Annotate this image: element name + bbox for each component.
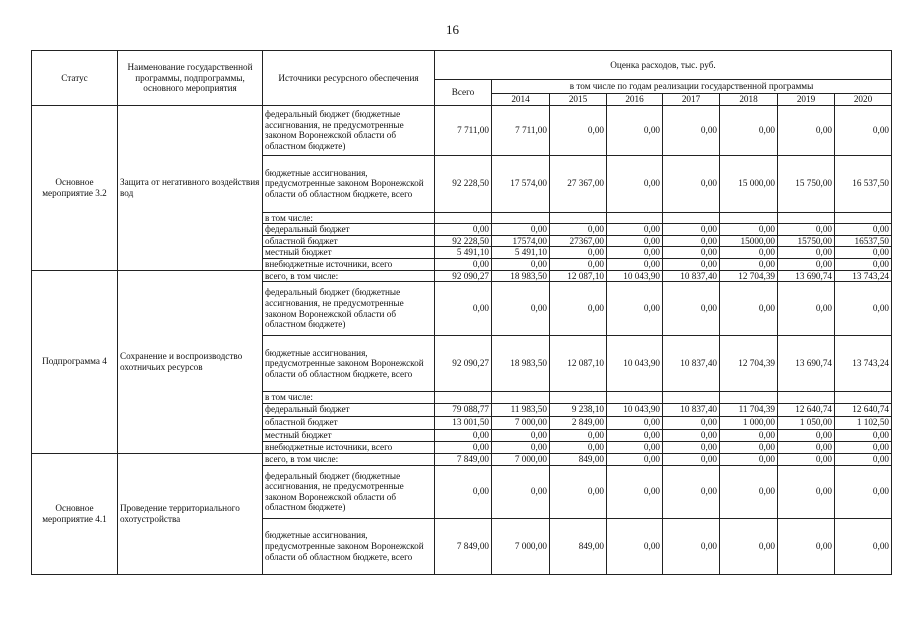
cell-year-value [835, 212, 892, 224]
cell-year-value: 10 043,90 [607, 403, 663, 416]
cell-year-value: 0,00 [607, 105, 663, 155]
row-status: Основное мероприятие 4.1 [32, 453, 118, 574]
cell-year-value: 0,00 [663, 224, 720, 236]
row-source: внебюджетные источники, всего [263, 441, 435, 453]
cell-year-value [607, 212, 663, 224]
cell-year-value: 0,00 [607, 441, 663, 453]
cell-year-value: 9 238,10 [550, 403, 607, 416]
row-program-name: Сохранение и воспроизводство охотничьих ресурсов [118, 270, 263, 453]
cell-year-value: 15 000,00 [720, 155, 778, 212]
cell-year-value: 0,00 [607, 235, 663, 247]
cell-year-value: 5 491,10 [492, 247, 550, 259]
cell-year-value: 0,00 [835, 453, 892, 465]
cell-year-value: 15750,00 [778, 235, 835, 247]
cell-year-value: 0,00 [720, 105, 778, 155]
cell-year-value: 849,00 [550, 518, 607, 574]
row-program-name: Защита от негативного воздействия вод [118, 105, 263, 270]
cell-year-value: 13 743,24 [835, 336, 892, 392]
cell-year-value: 18 983,50 [492, 336, 550, 392]
row-source: местный бюджет [263, 429, 435, 441]
header-year: 2019 [778, 94, 835, 106]
cell-year-value: 0,00 [663, 465, 720, 518]
cell-total: 0,00 [435, 441, 492, 453]
cell-year-value [492, 392, 550, 404]
cell-total: 0,00 [435, 429, 492, 441]
row-source: федеральный бюджет [263, 224, 435, 236]
cell-total: 5 491,10 [435, 247, 492, 259]
cell-year-value: 0,00 [720, 224, 778, 236]
cell-total [435, 212, 492, 224]
cell-year-value: 2 849,00 [550, 416, 607, 429]
header-name: Наименование государственной программы, подпрограммы, основного мероприятия [118, 51, 263, 106]
cell-year-value: 0,00 [778, 258, 835, 270]
cell-year-value: 0,00 [835, 258, 892, 270]
cell-year-value: 16537,50 [835, 235, 892, 247]
cell-year-value: 0,00 [663, 235, 720, 247]
row-source: всего, в том числе: [263, 270, 435, 282]
cell-year-value: 1 102,50 [835, 416, 892, 429]
cell-year-value: 0,00 [835, 441, 892, 453]
cell-year-value: 0,00 [607, 247, 663, 259]
cell-total: 7 711,00 [435, 105, 492, 155]
cell-year-value: 0,00 [663, 247, 720, 259]
cell-year-value [663, 392, 720, 404]
cell-year-value [663, 212, 720, 224]
cell-year-value: 0,00 [607, 453, 663, 465]
cell-total: 92 090,27 [435, 270, 492, 282]
cell-total: 0,00 [435, 258, 492, 270]
row-source: федеральный бюджет (бюджетные ассигнования, не предусмотренные законом Воронежской области об областном бюджете) [263, 105, 435, 155]
cell-year-value: 0,00 [607, 416, 663, 429]
row-source: областной бюджет [263, 235, 435, 247]
cell-year-value: 7 000,00 [492, 416, 550, 429]
cell-year-value: 13 690,74 [778, 336, 835, 392]
cell-year-value [550, 212, 607, 224]
cell-year-value: 0,00 [835, 247, 892, 259]
header-sources: Источники ресурсного обеспечения [263, 51, 435, 106]
cell-year-value: 0,00 [778, 453, 835, 465]
cell-year-value: 0,00 [550, 441, 607, 453]
cell-year-value: 0,00 [663, 155, 720, 212]
cell-year-value [492, 212, 550, 224]
cell-year-value: 0,00 [492, 441, 550, 453]
cell-year-value: 0,00 [720, 465, 778, 518]
cell-year-value [607, 392, 663, 404]
cell-year-value: 15 750,00 [778, 155, 835, 212]
cell-year-value: 0,00 [550, 465, 607, 518]
cell-year-value: 0,00 [720, 518, 778, 574]
cell-year-value: 0,00 [663, 416, 720, 429]
cell-year-value: 1 050,00 [778, 416, 835, 429]
cell-year-value: 11 704,39 [720, 403, 778, 416]
cell-year-value: 0,00 [778, 247, 835, 259]
cell-year-value: 0,00 [607, 429, 663, 441]
cell-year-value: 27 367,00 [550, 155, 607, 212]
cell-year-value [835, 392, 892, 404]
cell-year-value: 7 711,00 [492, 105, 550, 155]
cell-year-value: 0,00 [720, 453, 778, 465]
cell-year-value: 0,00 [778, 429, 835, 441]
cell-total: 0,00 [435, 224, 492, 236]
cell-year-value: 12 087,10 [550, 270, 607, 282]
cell-year-value: 0,00 [778, 518, 835, 574]
cell-year-value: 0,00 [550, 247, 607, 259]
cell-year-value: 0,00 [663, 518, 720, 574]
cell-year-value: 13 743,24 [835, 270, 892, 282]
row-source: в том числе: [263, 392, 435, 404]
row-source: внебюджетные источники, всего [263, 258, 435, 270]
cell-year-value: 11 983,50 [492, 403, 550, 416]
cell-year-value: 12 640,74 [835, 403, 892, 416]
cell-total: 79 088,77 [435, 403, 492, 416]
cell-year-value: 0,00 [663, 429, 720, 441]
cell-year-value: 0,00 [607, 155, 663, 212]
cell-year-value: 12 704,39 [720, 270, 778, 282]
cell-year-value: 10 043,90 [607, 336, 663, 392]
cell-year-value: 0,00 [550, 282, 607, 336]
header-year: 2015 [550, 94, 607, 106]
cell-year-value: 0,00 [663, 453, 720, 465]
header-total: Всего [435, 80, 492, 106]
cell-year-value: 0,00 [778, 441, 835, 453]
cell-total [435, 392, 492, 404]
cell-year-value: 0,00 [607, 518, 663, 574]
cell-year-value: 10 837,40 [663, 403, 720, 416]
cell-year-value: 0,00 [550, 105, 607, 155]
cell-year-value: 0,00 [835, 105, 892, 155]
row-source: местный бюджет [263, 247, 435, 259]
cell-year-value: 0,00 [663, 105, 720, 155]
row-source: областной бюджет [263, 416, 435, 429]
header-by-years: в том числе по годам реализации государственной программы [492, 80, 892, 94]
cell-year-value: 0,00 [835, 518, 892, 574]
page-number: 16 [446, 22, 459, 37]
cell-total: 92 090,27 [435, 336, 492, 392]
cell-year-value: 27367,00 [550, 235, 607, 247]
cell-year-value: 0,00 [778, 105, 835, 155]
cell-year-value: 0,00 [492, 282, 550, 336]
table-row [32, 453, 892, 465]
cell-year-value: 12 640,74 [778, 403, 835, 416]
cell-year-value: 0,00 [550, 429, 607, 441]
header-status: Статус [32, 51, 118, 106]
cell-year-value: 10 043,90 [607, 270, 663, 282]
row-source: в том числе: [263, 212, 435, 224]
cell-year-value [720, 212, 778, 224]
cell-year-value [778, 392, 835, 404]
table-row [32, 105, 892, 155]
row-status: Подпрограмма 4 [32, 270, 118, 453]
cell-year-value: 1 000,00 [720, 416, 778, 429]
cell-year-value: 0,00 [720, 282, 778, 336]
cell-year-value: 0,00 [607, 258, 663, 270]
cell-year-value: 7 000,00 [492, 453, 550, 465]
cell-year-value: 0,00 [550, 258, 607, 270]
cell-year-value: 0,00 [492, 224, 550, 236]
row-source: всего, в том числе: [263, 453, 435, 465]
row-source: бюджетные ассигнования, предусмотренные законом Воронежской области об областном бюджете, всего [263, 155, 435, 212]
row-status: Основное мероприятие 3.2 [32, 105, 118, 270]
header-year: 2016 [607, 94, 663, 106]
cell-year-value: 0,00 [835, 429, 892, 441]
cell-year-value: 849,00 [550, 453, 607, 465]
budget-table [31, 50, 892, 575]
row-source: федеральный бюджет [263, 403, 435, 416]
row-source: федеральный бюджет (бюджетные ассигнования, не предусмотренные законом Воронежской области об областном бюджете) [263, 282, 435, 336]
cell-year-value [550, 392, 607, 404]
cell-year-value: 0,00 [663, 258, 720, 270]
cell-year-value: 10 837,40 [663, 336, 720, 392]
cell-total: 92 228,50 [435, 155, 492, 212]
cell-year-value: 0,00 [720, 258, 778, 270]
cell-year-value: 0,00 [492, 429, 550, 441]
cell-total: 0,00 [435, 465, 492, 518]
cell-year-value: 7 000,00 [492, 518, 550, 574]
header-year: 2018 [720, 94, 778, 106]
cell-year-value: 13 690,74 [778, 270, 835, 282]
cell-year-value: 12 087,10 [550, 336, 607, 392]
cell-year-value: 12 704,39 [720, 336, 778, 392]
header-year: 2017 [663, 94, 720, 106]
header-estimate: Оценка расходов, тыс. руб. [435, 51, 892, 80]
table-row [32, 270, 892, 282]
cell-year-value: 0,00 [778, 282, 835, 336]
cell-year-value: 0,00 [720, 247, 778, 259]
cell-year-value: 16 537,50 [835, 155, 892, 212]
row-source: бюджетные ассигнования, предусмотренные законом Воронежской области об областном бюджете, всего [263, 518, 435, 574]
cell-year-value: 0,00 [778, 465, 835, 518]
cell-year-value: 0,00 [835, 282, 892, 336]
cell-year-value: 0,00 [663, 441, 720, 453]
header-year: 2020 [835, 94, 892, 106]
cell-year-value: 0,00 [492, 258, 550, 270]
row-source: бюджетные ассигнования, предусмотренные законом Воронежской области об областном бюджете, всего [263, 336, 435, 392]
cell-year-value: 0,00 [492, 465, 550, 518]
cell-year-value [778, 212, 835, 224]
cell-year-value: 0,00 [663, 282, 720, 336]
cell-year-value: 17 574,00 [492, 155, 550, 212]
cell-year-value: 0,00 [720, 441, 778, 453]
cell-year-value: 18 983,50 [492, 270, 550, 282]
cell-year-value: 0,00 [607, 282, 663, 336]
cell-total: 92 228,50 [435, 235, 492, 247]
cell-year-value: 0,00 [835, 465, 892, 518]
row-source: федеральный бюджет (бюджетные ассигнования, не предусмотренные законом Воронежской области об областном бюджете) [263, 465, 435, 518]
cell-year-value: 17574,00 [492, 235, 550, 247]
cell-total: 7 849,00 [435, 518, 492, 574]
cell-year-value: 0,00 [607, 465, 663, 518]
cell-year-value: 0,00 [835, 224, 892, 236]
cell-year-value [720, 392, 778, 404]
cell-year-value: 15000,00 [720, 235, 778, 247]
cell-year-value: 0,00 [607, 224, 663, 236]
cell-year-value: 0,00 [550, 224, 607, 236]
header-year: 2014 [492, 94, 550, 106]
cell-total: 7 849,00 [435, 453, 492, 465]
cell-year-value: 0,00 [778, 224, 835, 236]
cell-year-value: 10 837,40 [663, 270, 720, 282]
cell-total: 13 001,50 [435, 416, 492, 429]
cell-total: 0,00 [435, 282, 492, 336]
cell-year-value: 0,00 [720, 429, 778, 441]
row-program-name: Проведение территориального охотустройства [118, 453, 263, 574]
